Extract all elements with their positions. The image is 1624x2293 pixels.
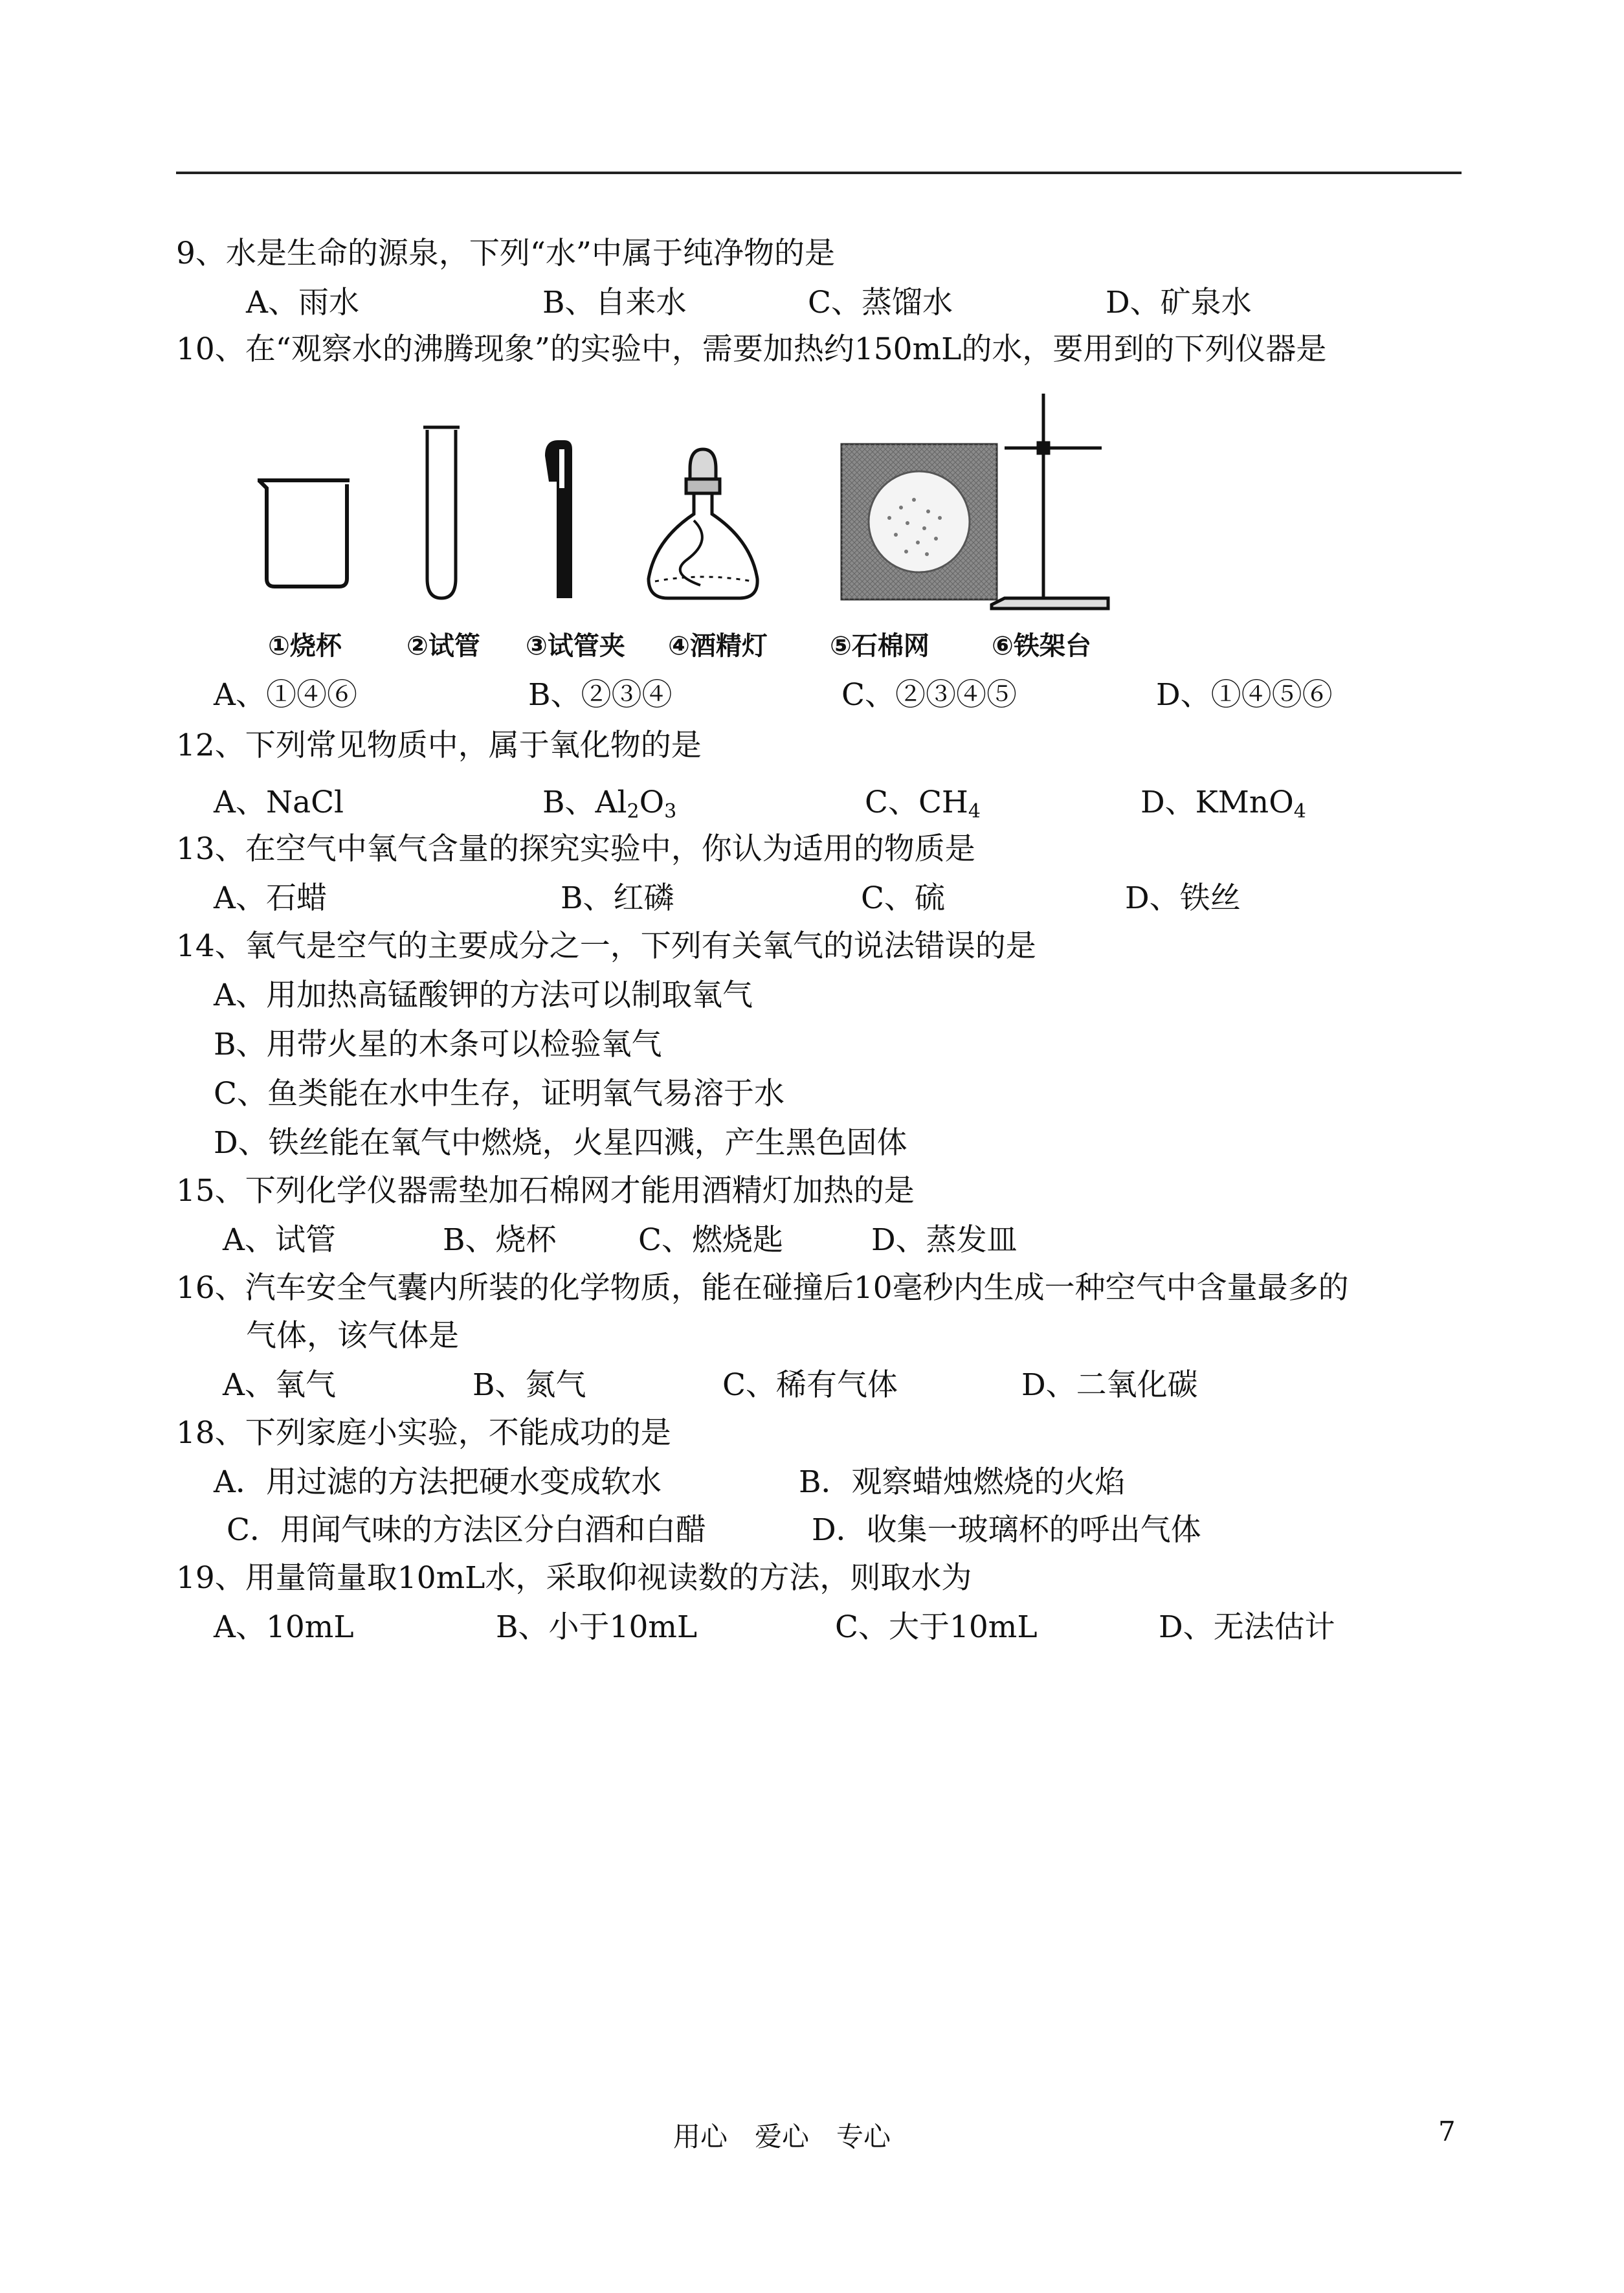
label-test-tube-clamp: ③试管夹: [526, 631, 625, 661]
q19-option-c: C、大于10mL: [835, 1609, 1038, 1645]
q9-option-b: B、自来水: [542, 285, 687, 320]
q9-option-d: D、矿泉水: [1106, 285, 1252, 320]
q15-option-a: A、试管: [223, 1222, 336, 1258]
q16-option-a: A、氧气: [223, 1367, 336, 1403]
q16-option-d: D、二氧化碳: [1021, 1367, 1198, 1403]
q16-option-c: C、稀有气体: [722, 1367, 898, 1403]
q9-option-a: A、雨水: [246, 285, 359, 320]
label-iron-stand: ⑥铁架台: [992, 631, 1091, 661]
q15-stem: 15、下列化学仪器需垫加石棉网才能用酒精灯加热的是: [176, 1173, 915, 1209]
test-tube-clamp-icon: [545, 440, 572, 598]
label-wire-gauze: ⑤石棉网: [830, 631, 929, 661]
q15-option-d: D、蒸发皿: [871, 1222, 1018, 1258]
q13-option-b: B、红磷: [561, 880, 674, 916]
q12-stem: 12、下列常见物质中，属于氧化物的是: [176, 728, 702, 763]
q18-option-b: B．观察蜡烛燃烧的火焰: [799, 1464, 1126, 1500]
q16-option-b: B、氮气: [473, 1367, 586, 1403]
q10-option-c: C、②③④⑤: [841, 677, 1017, 713]
q16-stem-continued: 气体，该气体是: [246, 1318, 459, 1354]
test-tube-icon: [423, 427, 460, 598]
lab-apparatus-figure: [241, 385, 1153, 669]
q12-option-b-text: B、Al: [542, 785, 627, 820]
q19-stem: 19、用量筒量取10mL水，采取仰视读数的方法，则取水为: [176, 1560, 972, 1596]
q12-option-d: [1140, 785, 1306, 821]
q18-option-a: A．用过滤的方法把硬水变成软水: [214, 1464, 662, 1500]
q16-stem: 16、汽车安全气囊内所装的化学物质，能在碰撞后10毫秒内生成一种空气中含量最多的: [176, 1270, 1349, 1306]
q18-stem: 18、下列家庭小实验，不能成功的是: [176, 1415, 671, 1451]
q13-option-a: A、石蜡: [214, 880, 327, 916]
q19-option-d: D、无法估计: [1159, 1609, 1335, 1645]
q19-option-a: A、10mL: [214, 1609, 354, 1645]
iron-stand-icon: [992, 394, 1108, 609]
q9-option-c: C、蒸馏水: [808, 285, 953, 320]
q12-option-d-text: D、KMnO: [1140, 785, 1294, 820]
q13-stem: 13、在空气中氧气含量的探究实验中，你认为适用的物质是: [176, 831, 975, 867]
q14-stem: 14、氧气是空气的主要成分之一，下列有关氧气的说法错误的是: [176, 928, 1036, 964]
q10-option-d: D、①④⑤⑥: [1156, 677, 1333, 713]
q12-option-c-sub: 4: [968, 800, 981, 823]
q10-stem: 10、在“观察水的沸腾现象”的实验中，需要加热约150mL的水，要用到的下列仪器是: [176, 331, 1327, 367]
q14-option-b: B、用带火星的木条可以检验氧气: [214, 1027, 662, 1062]
q19-option-b: B、小于10mL: [496, 1609, 698, 1645]
q10-option-a: A、①④⑥: [214, 677, 357, 713]
q12-option-c: [865, 785, 981, 821]
alcohol-lamp-icon: [649, 449, 757, 598]
label-beaker: ①烧杯: [268, 631, 342, 661]
label-test-tube: ②试管: [406, 631, 480, 661]
header-rule: [176, 172, 1462, 174]
q18-option-c: C．用闻气味的方法区分白酒和白醋: [227, 1512, 706, 1548]
q9-stem: 9、水是生命的源泉，下列“水”中属于纯净物的是: [176, 236, 835, 271]
label-alcohol-lamp: ④酒精灯: [668, 631, 768, 661]
q13-option-d: D、铁丝: [1125, 880, 1241, 916]
q10-option-b: B、②③④: [528, 677, 673, 713]
q14-option-a: A、用加热高锰酸钾的方法可以制取氧气: [214, 978, 753, 1013]
q12-option-c-text: C、CH: [865, 785, 968, 820]
beaker-icon: [258, 480, 350, 587]
q14-option-c: C、鱼类能在水中生存，证明氧气易溶于水: [214, 1076, 784, 1112]
q13-option-c: C、硫: [861, 880, 945, 916]
footer-motto: 用心 爱心 专心: [673, 2121, 891, 2153]
page-number: 7: [1438, 2116, 1456, 2147]
q12-option-b-sub2: 3: [664, 800, 677, 823]
q12-option-b-sub1: 2: [627, 800, 640, 823]
q12-option-b-text2: O: [639, 785, 665, 820]
q14-option-d: D、铁丝能在氧气中燃烧，火星四溅，产生黑色固体: [214, 1125, 907, 1161]
q12-option-d-sub: 4: [1293, 800, 1306, 823]
q15-option-b: B、烧杯: [443, 1222, 557, 1258]
wire-gauze-icon: [841, 444, 997, 599]
q18-option-d: D．收集一玻璃杯的呼出气体: [812, 1512, 1201, 1548]
q12-option-b: [542, 785, 676, 821]
q15-option-c: C、燃烧匙: [638, 1222, 783, 1258]
q12-option-a: A、NaCl: [214, 785, 344, 820]
